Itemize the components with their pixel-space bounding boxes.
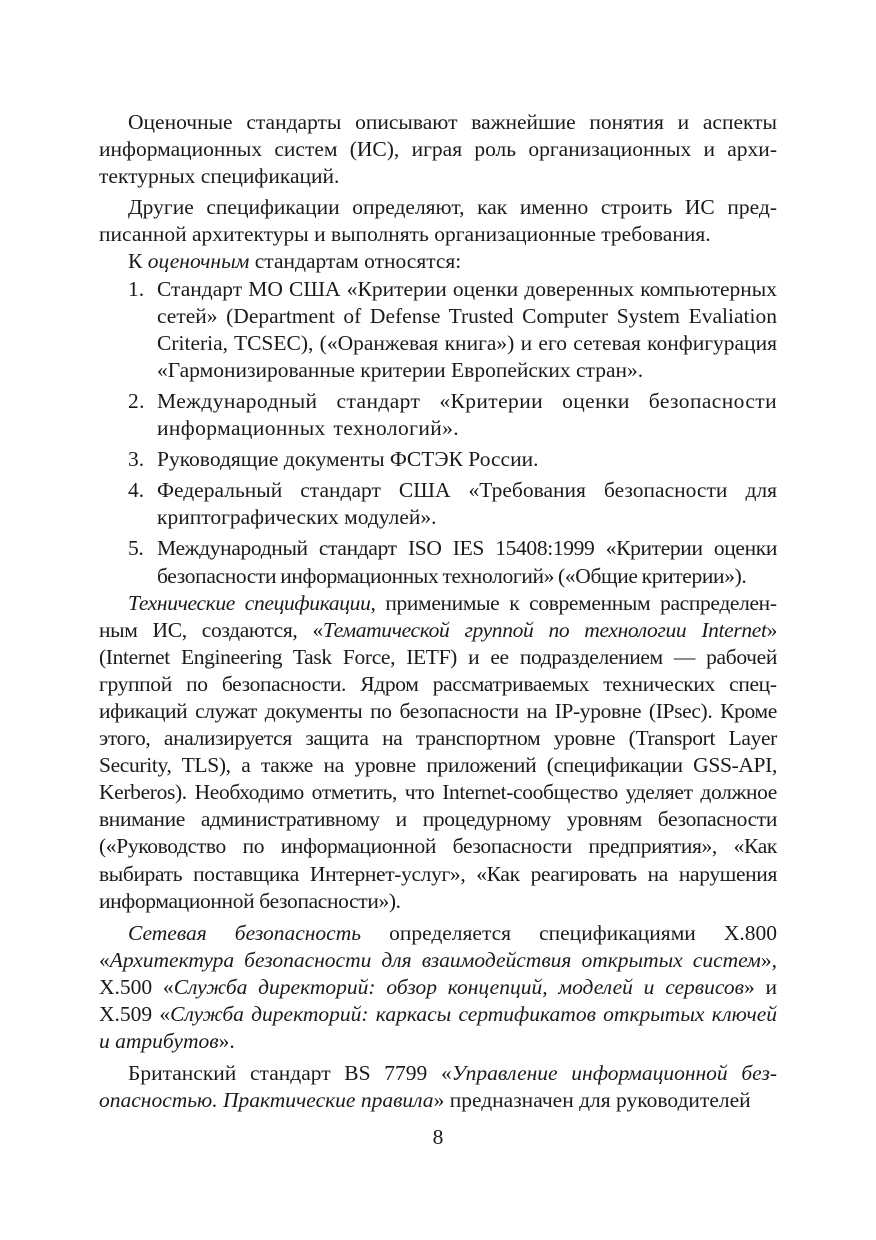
bs-text-1: Британский стандарт BS 7799 «: [128, 1061, 452, 1086]
net-text-3: » и X.509 «: [99, 974, 777, 1026]
list-item: [99, 535, 777, 589]
list-item-text: Международный стандарт «Критерии оценки безопасности информационных технологий».: [157, 388, 777, 441]
list-item-number: 4.: [128, 478, 145, 503]
net-italic-4: Служба директорий: каркасы сертификатов открытых ключей и атрибутов: [99, 1002, 777, 1054]
net-italic-3: Служба директорий: обзор концепций, моделей и сервисов: [173, 974, 744, 999]
list-item: [99, 276, 777, 384]
bs-italic: Управление информационной безопасностью. Практические правила: [99, 1061, 777, 1113]
bs-text-2: » предназначен для руководителей: [433, 1088, 751, 1113]
tech-text-2: » (Internet Engineering Task Force, IETF) и ее подразделением — рабочей группой по безопасности. Ядром рассматриваемых технических спецификаций служат документы по безопасности на IP-уровне (IPsec). Кроме этого, анализируется защита на транспортном уровне (Transport Layer Security, TLS), а также на уровне приложений (спецификации GSS-API, Kerberos). Необходимо отметить, что Internet-сообщество уделяет должное внимание административному и процедурному уровням безопасности («Руководство по информационной безопасности предприятия», «Как выбирать поставщика Интернет-услуг», «Как реагировать на нарушения информационной безопасности»).: [99, 617, 778, 913]
paragraph-british-standard: [99, 1060, 777, 1114]
list-item-number: 5.: [128, 536, 144, 561]
list-item-number: 2.: [128, 388, 145, 413]
list-intro-italic: оценочным: [147, 249, 250, 274]
net-italic-1: Сетевая безопасность: [128, 920, 362, 945]
net-text-1: определяется спецификациями X.800 «: [99, 920, 777, 972]
list-item-number: 1.: [128, 276, 145, 301]
tech-italic-2: Тематической группой по технологии Internet: [322, 617, 767, 642]
list-intro-suffix: стандартам относятся:: [249, 249, 462, 274]
list-item-text: Международный стандарт ISO IES 15408:1999 «Критерии оценки безопасности информационных технологий» («Общие критерии»).: [157, 536, 777, 588]
tech-italic-1: Технические спецификации: [128, 590, 371, 615]
list-item-text: Руководящие документы ФСТЭК России.: [157, 447, 539, 472]
paragraph-evaluation-standards: Оценочные стандарты описывают важнейшие понятия и аспекты информационных систем (ИС), играя роль организационных и архитектурных спецификаций.: [99, 110, 777, 189]
net-text-2: », X.500 «: [99, 947, 777, 999]
page-number: 8: [432, 1125, 444, 1149]
standards-list: [99, 276, 777, 590]
paragraph-network-security: [99, 920, 777, 1055]
net-text-4: ».: [218, 1029, 235, 1054]
list-item: [99, 388, 777, 442]
page-body: [99, 109, 777, 1114]
list-intro-prefix: К: [128, 249, 148, 274]
tech-text-1: , применимые к современным распределенным ИС, создаются, «: [99, 590, 778, 642]
list-item: [99, 446, 777, 473]
paragraph-technical-specifications: [99, 590, 777, 915]
list-item-text: Федеральный стандарт США «Требования безопасности для криптографических модулей».: [157, 478, 777, 530]
list-item: [99, 477, 777, 531]
net-italic-2: Архитектура безопасности для взаимодействия открытых систем: [109, 947, 761, 972]
list-item-text: Стандарт МО США «Критерии оценки доверенных компьютерных сетей» (Department of Defense Trusted Computer System Evaliation Criteria, TCSEC), («Оранжевая книга») и его сетевая конфигурация «Гармонизированные критерии Европейских стран».: [157, 276, 777, 382]
paragraph-other-specifications: Другие спецификации определяют, как именно строить ИС предписанной архитектуры и выполнять организационные требования.: [99, 195, 777, 247]
list-item-number: 3.: [128, 447, 145, 472]
paragraph-list-intro: [99, 248, 777, 275]
